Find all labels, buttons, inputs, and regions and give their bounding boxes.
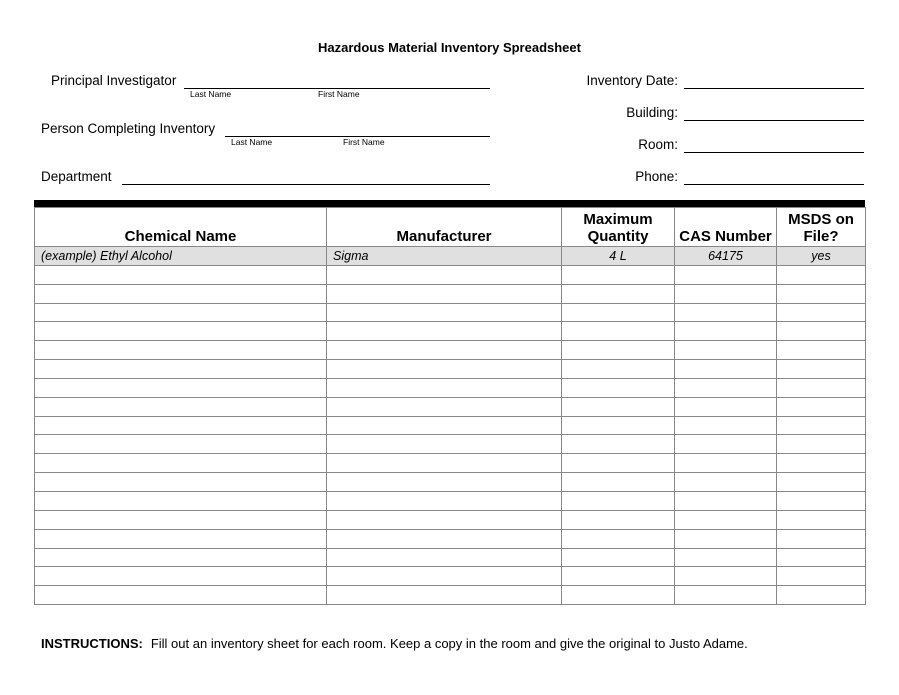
maximum-quantity-cell[interactable] <box>562 586 675 605</box>
chemical-name-cell[interactable] <box>35 473 327 492</box>
manufacturer-cell[interactable] <box>327 397 562 416</box>
msds-on-file-cell[interactable] <box>777 586 866 605</box>
msds-on-file-cell[interactable] <box>777 567 866 586</box>
cas-number-cell[interactable] <box>675 360 777 379</box>
manufacturer-cell[interactable] <box>327 529 562 548</box>
cas-number-cell[interactable] <box>675 548 777 567</box>
cas-number-cell[interactable] <box>675 473 777 492</box>
chemical-name-cell[interactable] <box>35 378 327 397</box>
department-label: Department <box>41 169 112 184</box>
msds-on-file-cell[interactable] <box>777 322 866 341</box>
example-row <box>35 247 866 266</box>
chemical-name-cell[interactable] <box>35 567 327 586</box>
chemical-name-cell[interactable] <box>35 360 327 379</box>
example-msds-on-file: yes <box>777 247 866 266</box>
room-field[interactable] <box>684 152 864 153</box>
inventory-date-label: Inventory Date: <box>586 73 678 88</box>
example-chemical-name: (example) Ethyl Alcohol <box>35 247 327 266</box>
maximum-quantity-cell[interactable] <box>562 567 675 586</box>
chemical-name-cell[interactable] <box>35 454 327 473</box>
table-row <box>35 416 866 435</box>
maximum-quantity-cell[interactable] <box>562 265 675 284</box>
chemical-name-cell[interactable] <box>35 416 327 435</box>
cas-number-cell[interactable] <box>675 567 777 586</box>
person-completing-label: Person Completing Inventory <box>41 121 216 136</box>
manufacturer-cell[interactable] <box>327 435 562 454</box>
cas-number-cell[interactable] <box>675 378 777 397</box>
table-row <box>35 567 866 586</box>
chemical-name-cell[interactable] <box>35 491 327 510</box>
inventory-date-field[interactable] <box>684 88 864 89</box>
manufacturer-cell[interactable] <box>327 360 562 379</box>
table-row <box>35 341 866 360</box>
manufacturer-cell[interactable] <box>327 378 562 397</box>
cas-number-cell[interactable] <box>675 454 777 473</box>
table-row <box>35 284 866 303</box>
msds-on-file-cell[interactable] <box>777 454 866 473</box>
page-title: Hazardous Material Inventory Spreadsheet <box>318 40 581 55</box>
column-header-cas-number: CAS Number <box>675 208 777 247</box>
chemical-name-cell[interactable] <box>35 435 327 454</box>
maximum-quantity-cell[interactable] <box>562 454 675 473</box>
cas-number-cell[interactable] <box>675 397 777 416</box>
table-row <box>35 265 866 284</box>
cas-number-cell[interactable] <box>675 491 777 510</box>
cas-number-cell[interactable] <box>675 510 777 529</box>
principal-investigator-label: Principal Investigator <box>51 73 177 88</box>
maximum-quantity-cell[interactable] <box>562 529 675 548</box>
maximum-quantity-cell[interactable] <box>562 378 675 397</box>
manufacturer-cell[interactable] <box>327 454 562 473</box>
chemical-name-cell[interactable] <box>35 510 327 529</box>
manufacturer-cell[interactable] <box>327 341 562 360</box>
maximum-quantity-cell[interactable] <box>562 491 675 510</box>
manufacturer-cell[interactable] <box>327 416 562 435</box>
manufacturer-cell[interactable] <box>327 284 562 303</box>
msds-on-file-cell[interactable] <box>777 265 866 284</box>
maximum-quantity-cell[interactable] <box>562 473 675 492</box>
msds-on-file-cell[interactable] <box>777 284 866 303</box>
table-row <box>35 491 866 510</box>
table-row <box>35 529 866 548</box>
department-field[interactable] <box>122 184 490 185</box>
msds-on-file-cell[interactable] <box>777 435 866 454</box>
pc-first-name-caption: First Name <box>343 137 385 147</box>
chemical-name-cell[interactable] <box>35 586 327 605</box>
column-header-msds-on-file: MSDS on File? <box>777 208 866 247</box>
chemical-name-cell[interactable] <box>35 322 327 341</box>
table-row <box>35 548 866 567</box>
manufacturer-cell[interactable] <box>327 322 562 341</box>
manufacturer-cell[interactable] <box>327 303 562 322</box>
column-header-chemical-name: Chemical Name <box>35 208 327 247</box>
maximum-quantity-cell[interactable] <box>562 303 675 322</box>
msds-on-file-cell[interactable] <box>777 360 866 379</box>
table-row <box>35 303 866 322</box>
chemical-name-cell[interactable] <box>35 397 327 416</box>
manufacturer-cell[interactable] <box>327 491 562 510</box>
manufacturer-cell[interactable] <box>327 473 562 492</box>
pi-last-name-caption: Last Name <box>190 89 232 99</box>
table-row <box>35 435 866 454</box>
msds-on-file-cell[interactable] <box>777 303 866 322</box>
manufacturer-cell[interactable] <box>327 567 562 586</box>
maximum-quantity-cell[interactable] <box>562 416 675 435</box>
example-cas-number: 64175 <box>675 247 777 266</box>
cas-number-cell[interactable] <box>675 341 777 360</box>
msds-on-file-cell[interactable] <box>777 473 866 492</box>
instructions-text: Fill out an inventory sheet for each room. Keep a copy in the room and give the original to Justo Adame. <box>150 636 748 651</box>
manufacturer-cell[interactable] <box>327 586 562 605</box>
table-header-row <box>35 208 866 247</box>
maximum-quantity-cell[interactable] <box>562 510 675 529</box>
msds-on-file-cell[interactable] <box>777 397 866 416</box>
maximum-quantity-cell[interactable] <box>562 548 675 567</box>
table-row <box>35 473 866 492</box>
maximum-quantity-cell[interactable] <box>562 360 675 379</box>
pc-last-name-caption: Last Name <box>231 137 273 147</box>
manufacturer-cell[interactable] <box>327 510 562 529</box>
instructions-label: INSTRUCTIONS: <box>41 636 143 651</box>
table-row <box>35 397 866 416</box>
table-row <box>35 510 866 529</box>
chemical-name-cell[interactable] <box>35 341 327 360</box>
table-top-bar <box>34 200 865 207</box>
maximum-quantity-cell[interactable] <box>562 397 675 416</box>
cas-number-cell[interactable] <box>675 529 777 548</box>
example-maximum-quantity: 4 L <box>562 247 675 266</box>
chemical-name-cell[interactable] <box>35 529 327 548</box>
phone-field[interactable] <box>684 184 864 185</box>
chemical-name-cell[interactable] <box>35 265 327 284</box>
building-label: Building: <box>626 105 678 120</box>
maximum-quantity-cell[interactable] <box>562 341 675 360</box>
cas-number-cell[interactable] <box>675 416 777 435</box>
cas-number-cell[interactable] <box>675 586 777 605</box>
building-field[interactable] <box>684 120 864 121</box>
msds-on-file-cell[interactable] <box>777 416 866 435</box>
cas-number-cell[interactable] <box>675 265 777 284</box>
phone-label: Phone: <box>635 169 678 184</box>
maximum-quantity-cell[interactable] <box>562 322 675 341</box>
cas-number-cell[interactable] <box>675 435 777 454</box>
table-row <box>35 454 866 473</box>
column-header-manufacturer: Manufacturer <box>327 208 562 247</box>
table-row <box>35 322 866 341</box>
manufacturer-cell[interactable] <box>327 548 562 567</box>
table-row <box>35 360 866 379</box>
instructions <box>41 636 748 651</box>
inventory-table <box>34 207 866 605</box>
chemical-name-cell[interactable] <box>35 303 327 322</box>
example-manufacturer: Sigma <box>327 247 562 266</box>
room-label: Room: <box>638 137 678 152</box>
msds-on-file-cell[interactable] <box>777 548 866 567</box>
cas-number-cell[interactable] <box>675 284 777 303</box>
msds-on-file-cell[interactable] <box>777 341 866 360</box>
msds-on-file-cell[interactable] <box>777 491 866 510</box>
cas-number-cell[interactable] <box>675 322 777 341</box>
table-row <box>35 586 866 605</box>
msds-on-file-cell[interactable] <box>777 529 866 548</box>
maximum-quantity-cell[interactable] <box>562 435 675 454</box>
msds-on-file-cell[interactable] <box>777 510 866 529</box>
column-header-maximum-quantity: Maximum Quantity <box>562 208 675 247</box>
chemical-name-cell[interactable] <box>35 284 327 303</box>
pi-first-name-caption: First Name <box>318 89 360 99</box>
manufacturer-cell[interactable] <box>327 265 562 284</box>
cas-number-cell[interactable] <box>675 303 777 322</box>
table-row <box>35 378 866 397</box>
msds-on-file-cell[interactable] <box>777 378 866 397</box>
maximum-quantity-cell[interactable] <box>562 284 675 303</box>
chemical-name-cell[interactable] <box>35 548 327 567</box>
